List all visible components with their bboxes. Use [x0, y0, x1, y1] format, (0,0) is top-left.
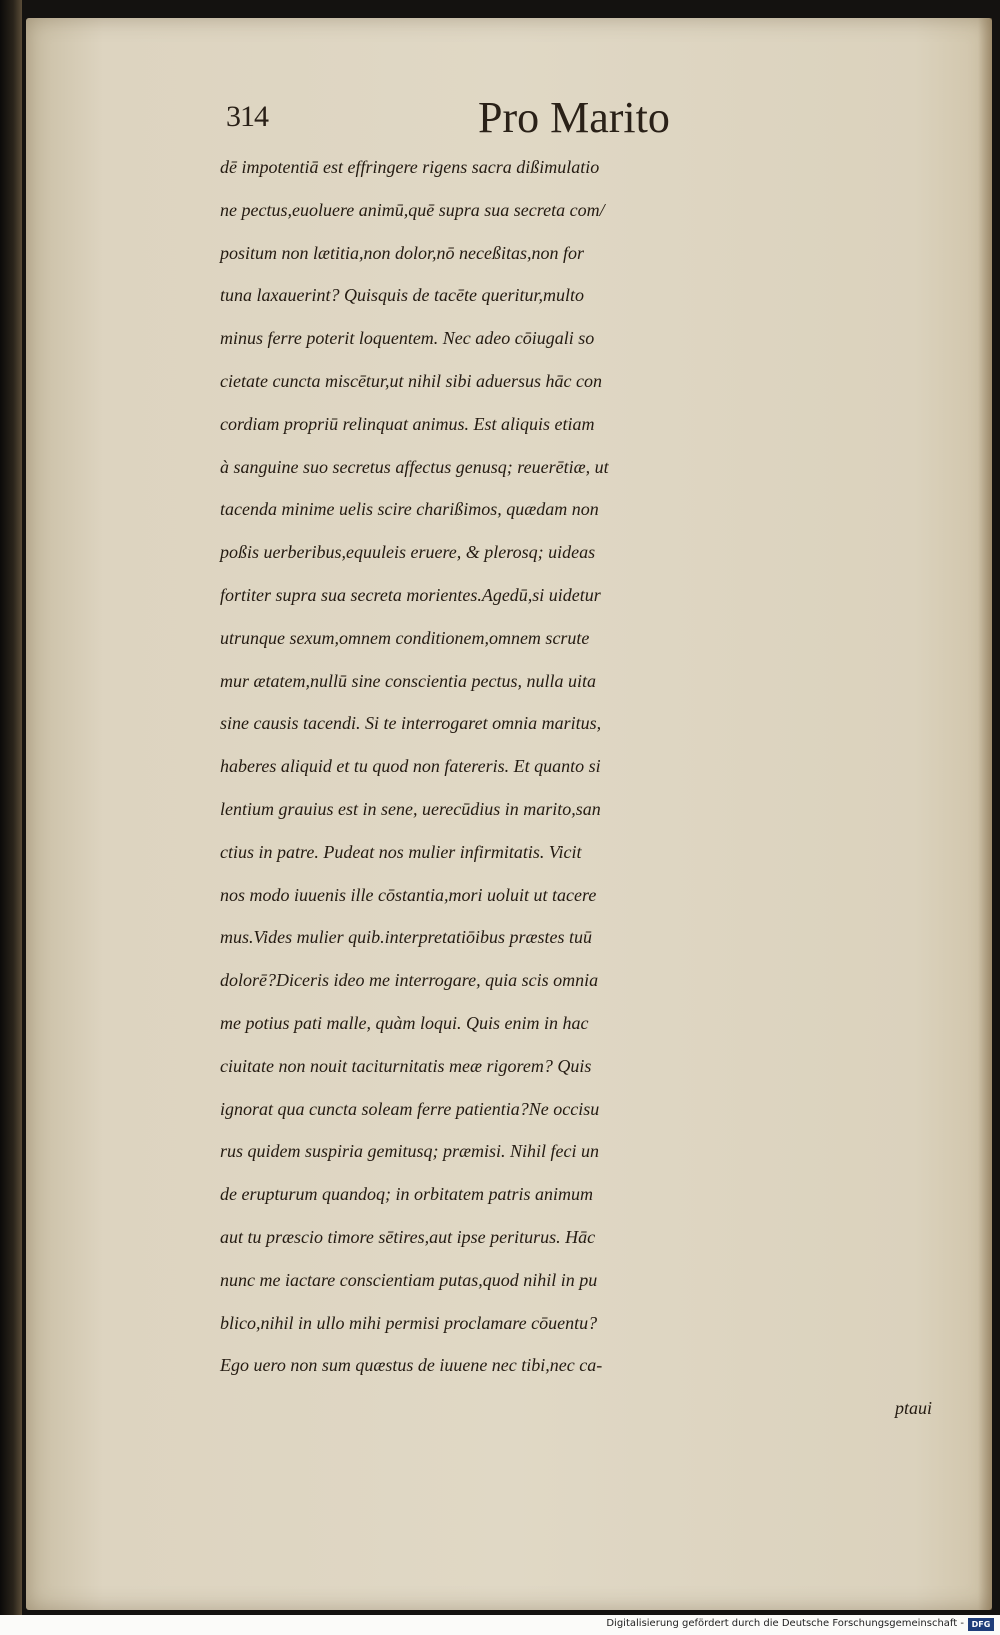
text-line: haberes aliquid et tu quod non fatereris. Et quanto si: [220, 756, 601, 777]
text-line: dē impotentiā est effringere rigens sacra dißimulatio: [220, 157, 600, 177]
text-line: cordiam propriū relinquat animus. Est aliquis etiam: [220, 413, 595, 434]
text-line: blico,nihil in ullo mihi permisi proclamare cōuentu?: [220, 1312, 598, 1333]
page-number: 314: [226, 100, 268, 133]
text-line: dolorē?Diceris ideo me interrogare, quia scis omnia: [220, 970, 599, 991]
text-line: minus ferre poterit loquentem. Nec adeo cōiugali so: [220, 328, 595, 349]
text-line: lentium grauius est in sene, uerecūdius in marito,san: [220, 798, 601, 819]
text-line: sine causis tacendi. Si te interrogaret omnia maritus,: [220, 713, 602, 734]
text-line: tuna laxauerint? Quisquis de tacēte queritur,multo: [220, 285, 584, 306]
text-line: ctius in patre. Pudeat nos mulier infirmitatis. Vicit: [220, 841, 582, 862]
text-line: rus quidem suspiria gemitusq; præmisi. Nihil feci un: [220, 1141, 600, 1162]
text-body: [220, 146, 940, 1430]
binding-gutter: [0, 0, 22, 1615]
text-line: tacenda minime uelis scire charißimos, quædam non: [220, 499, 599, 520]
page-header: [226, 92, 726, 146]
text-line: me potius pati malle, quàm loqui. Quis enim in hac: [220, 1012, 589, 1033]
footer-credit: Digitalisierung gefördert durch die Deutsche Forschungsgemeinschaft -: [606, 1618, 964, 1629]
text-line: ignorat qua cuncta soleam ferre patientia?Ne occisu: [220, 1098, 600, 1119]
page-edge-shadow: [978, 18, 992, 1610]
footer-bar: [0, 1615, 1000, 1635]
text-line: positum non lætitia,non dolor,nō neceßitas,non for: [220, 242, 585, 263]
text-line: utrunque sexum,omnem conditionem,omnem scrute: [220, 627, 590, 648]
running-title: Pro Marito: [478, 93, 670, 142]
text-line: de erupturum quandoq; in orbitatem patris animum: [220, 1184, 593, 1205]
dfg-logo: DFG: [968, 1618, 994, 1631]
text-line: Ego uero non sum quæstus de iuuene nec tibi,nec ca-: [220, 1355, 603, 1376]
text-line: mus.Vides mulier quib.interpretatiōibus præstes tuū: [220, 927, 592, 948]
text-line: poßis uerberibus,equuleis eruere, & plerosq; uideas: [220, 542, 596, 563]
text-line: ne pectus,euoluere animū,quē supra sua secreta com/: [220, 199, 605, 220]
text-line: mur ætatem,nullū sine conscientia pectus, nulla uita: [220, 670, 596, 691]
text-line: nos modo iuuenis ille cōstantia,mori uoluit ut tacere: [220, 884, 597, 905]
text-line: ciuitate non nouit taciturnitatis meæ rigorem? Quis: [220, 1055, 592, 1076]
text-line: nunc me iactare conscientiam putas,quod nihil in pu: [220, 1269, 598, 1290]
text-line: cietate cuncta miscētur,ut nihil sibi aduersus hāc con: [220, 370, 602, 391]
catchword: ptaui: [894, 1398, 932, 1419]
text-line: aut tu præscio timore sētires,aut ipse periturus. Hāc: [220, 1226, 596, 1247]
text-line: fortiter supra sua secreta morientes.Agedū,si uidetur: [220, 584, 601, 605]
text-line: à sanguine suo secretus affectus genusq; reuerētiæ, ut: [220, 456, 609, 477]
